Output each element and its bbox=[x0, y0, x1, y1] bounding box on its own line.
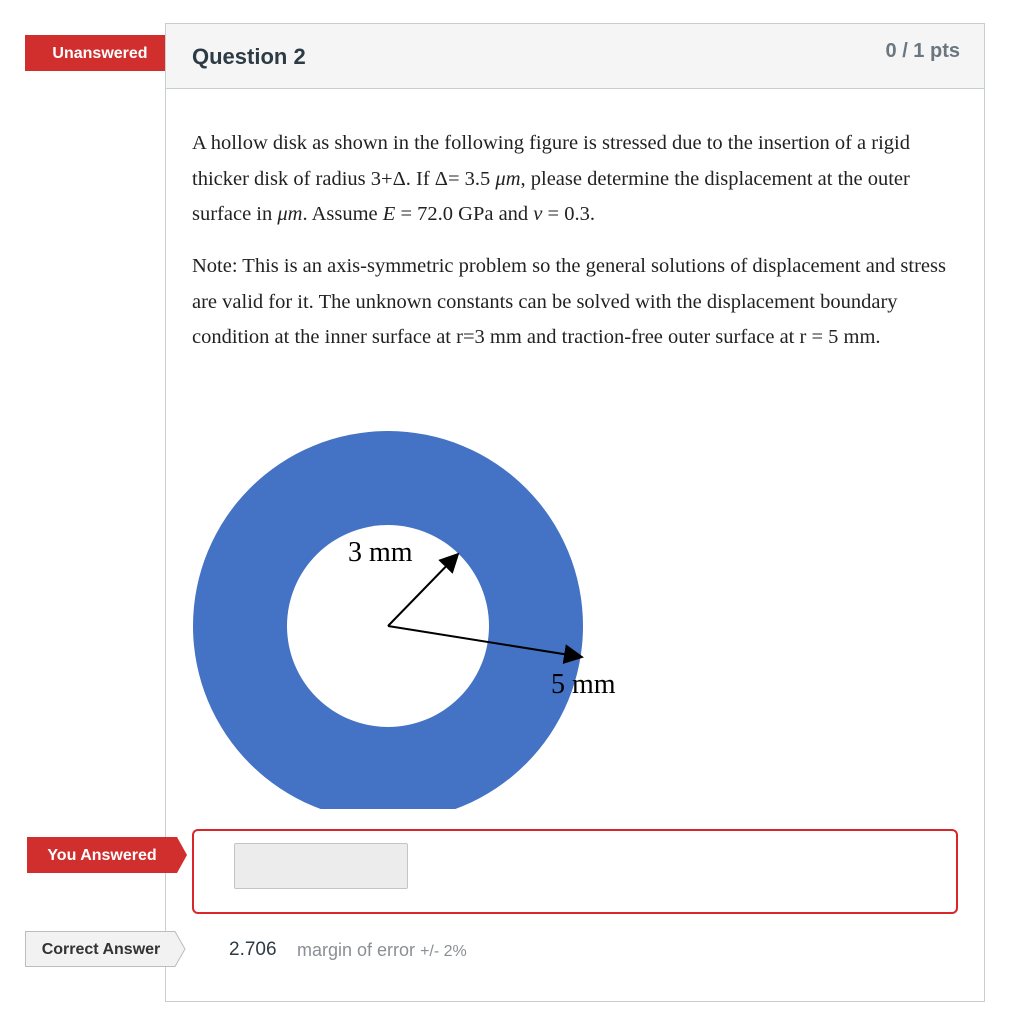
correct-answer-value: 2.706 bbox=[229, 939, 277, 960]
margin-of-error: margin of error +/- 2% bbox=[297, 940, 467, 960]
correct-answer-flag bbox=[25, 931, 189, 967]
unanswered-flag-label: Unanswered bbox=[52, 45, 148, 62]
answer-input[interactable] bbox=[234, 843, 408, 889]
question-points: 0 / 1 pts bbox=[885, 40, 960, 62]
outer-radius-label: 5 mm bbox=[551, 669, 616, 700]
question-title: Question 2 bbox=[192, 44, 306, 69]
question-text: A hollow disk as shown in the following figure is stressed due to the insertion of a rigid thicker disk of radius 3+Δ. If Δ= 3.5 μm, please determine the displacement at the outer surface in μm. Assume E = 72.0 GPa and ν = 0.3. bbox=[192, 132, 910, 225]
question-note: Note: This is an axis-symmetric problem so the general solutions of displacement and stress are valid for it. The unknown constants can be solved with the displacement boundary condition at the inner surface at r=3 mm and traction-free outer surface at r = 5 mm. bbox=[192, 255, 946, 348]
inner-radius-label: 3 mm bbox=[348, 537, 413, 568]
question-header bbox=[166, 24, 984, 89]
hollow-disk-figure bbox=[186, 399, 646, 809]
you-answered-label: You Answered bbox=[47, 847, 157, 864]
unanswered-flag bbox=[25, 35, 187, 71]
you-answered-flag bbox=[27, 837, 191, 873]
correct-answer-label: Correct Answer bbox=[41, 941, 161, 958]
answer-box bbox=[192, 829, 958, 914]
